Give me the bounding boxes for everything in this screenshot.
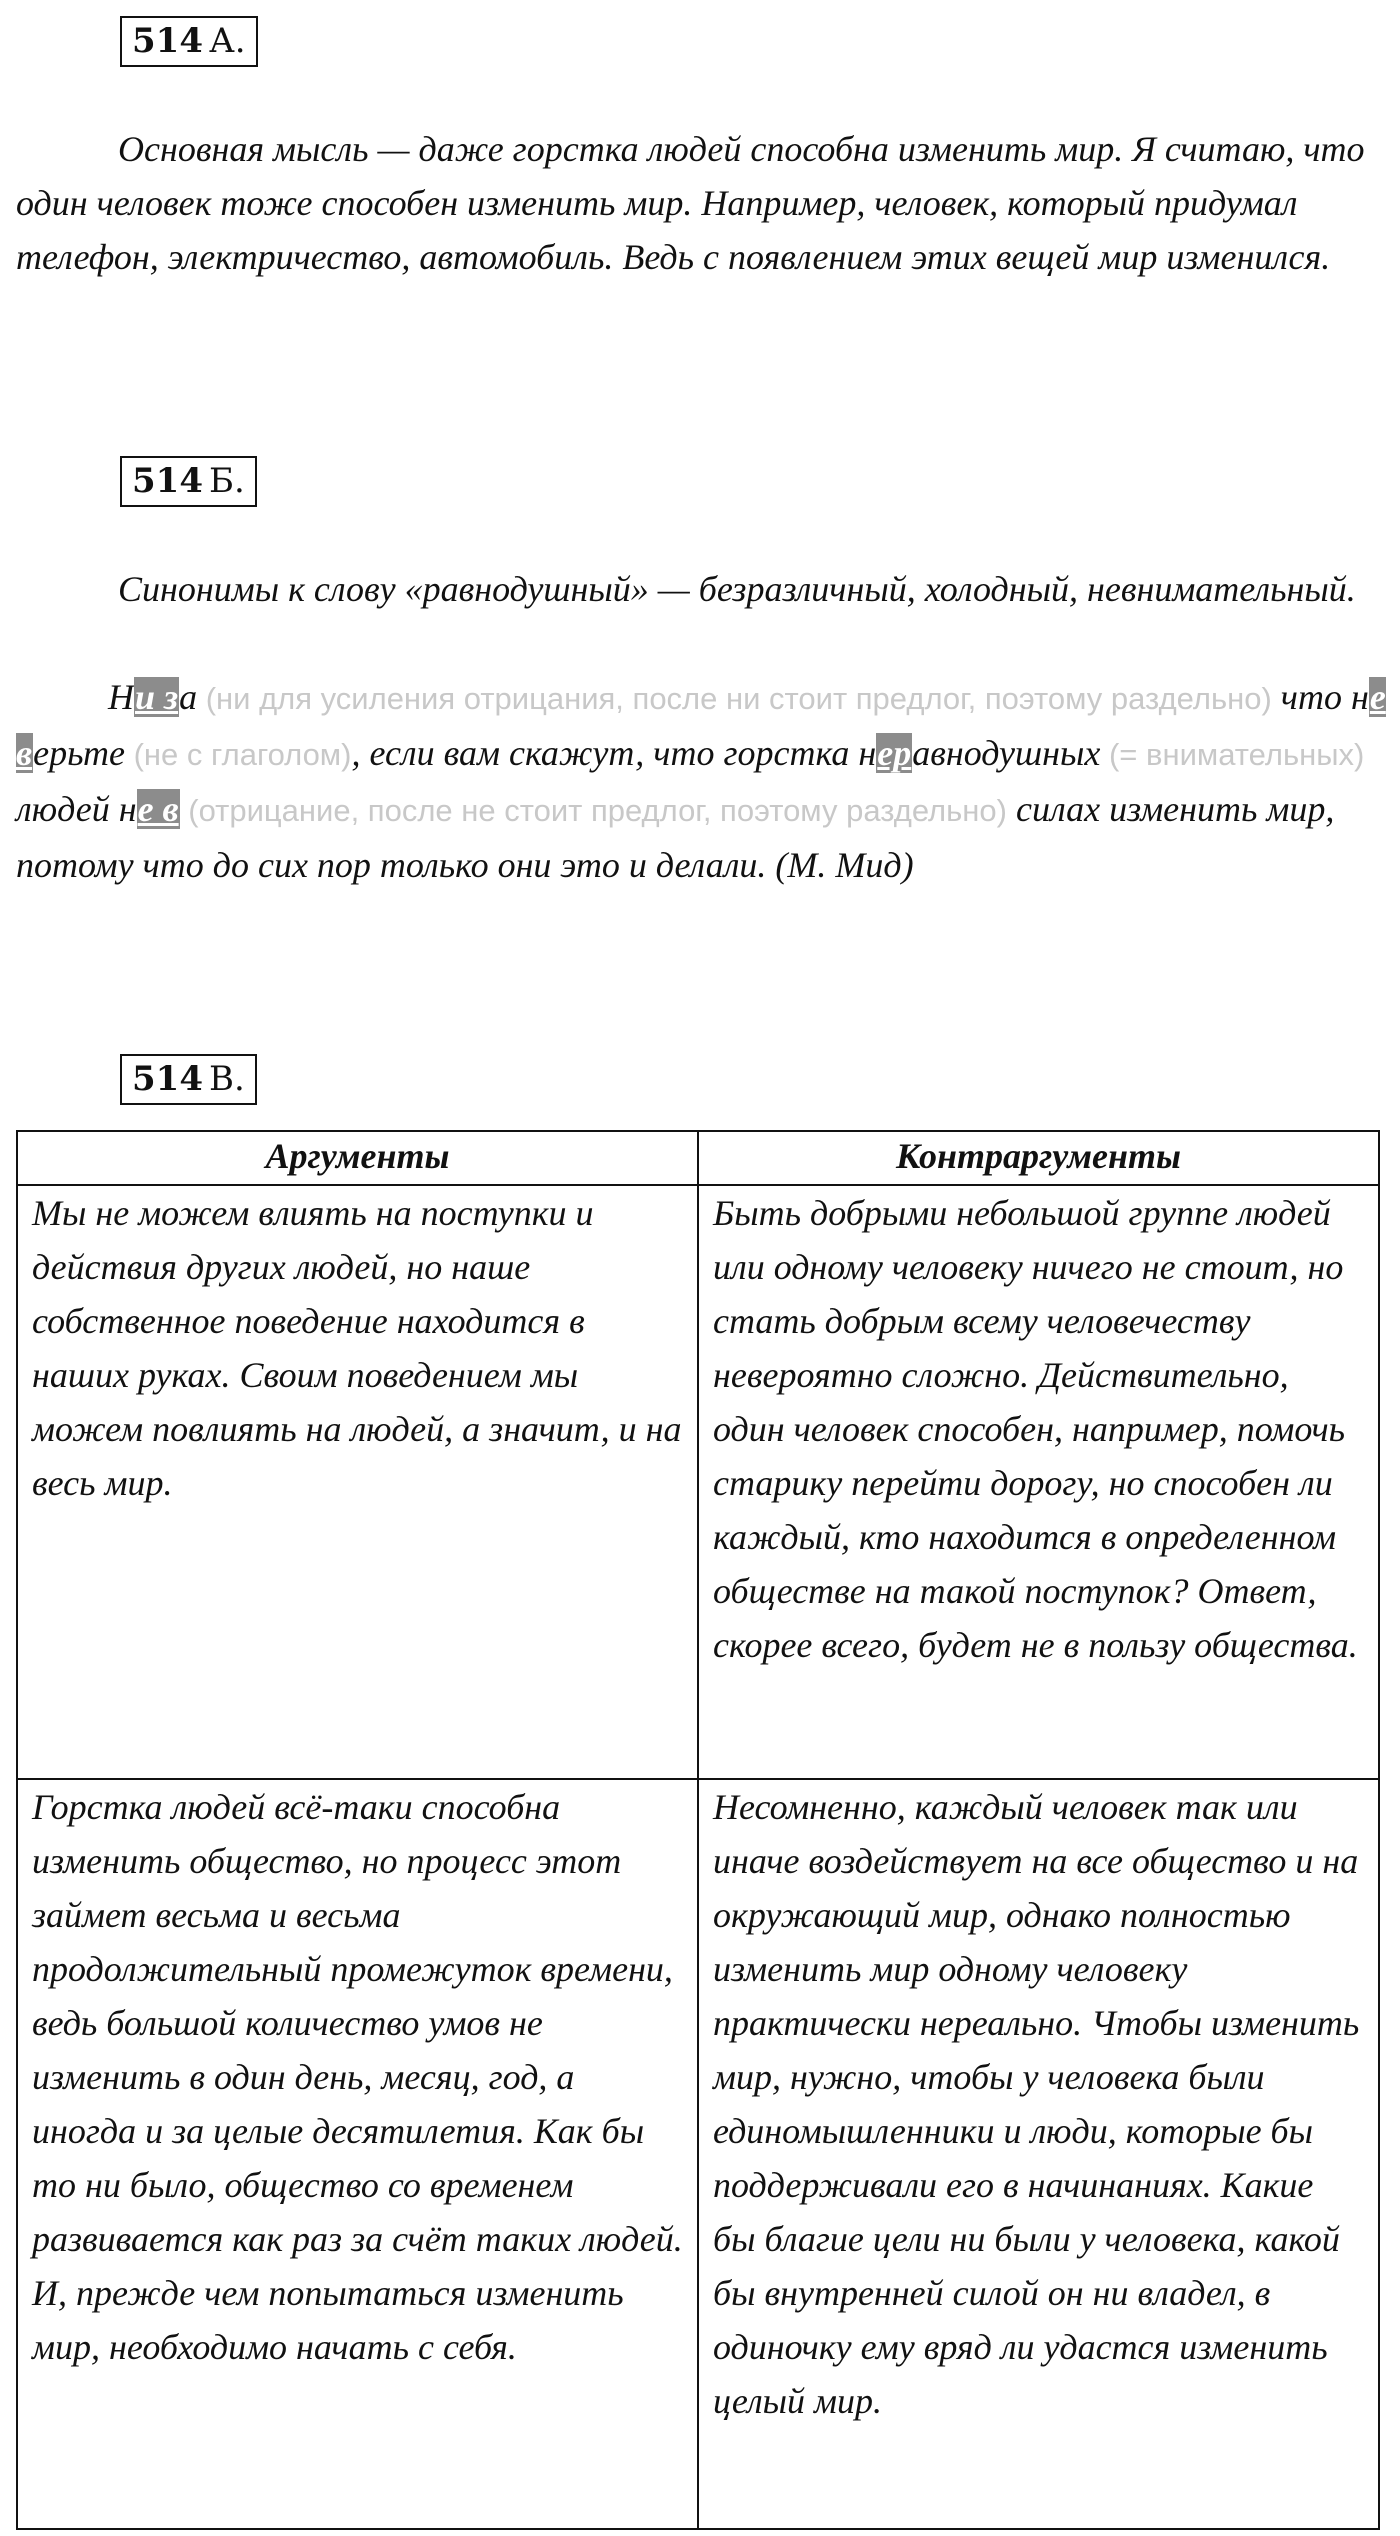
task-number: 514: [132, 21, 203, 61]
table-row: [17, 1185, 1379, 1779]
column-header-arguments: Аргументы: [17, 1131, 698, 1185]
quote-text: ерьте: [33, 733, 125, 773]
task-number: 514: [132, 1059, 203, 1099]
task-label-514a: [120, 16, 258, 67]
table-header-row: [17, 1131, 1379, 1185]
spelling-note: (= внимательных): [1100, 737, 1365, 772]
spelling-note: (ни для усиления отрицания, после ни стоит предлог, поэтому раздельно): [197, 681, 1272, 716]
quote-text: авнодушных: [912, 733, 1101, 773]
quote-text: силах изменить мир, потому что до сих пор только они это и делали. (М. Мид): [16, 789, 1335, 885]
argument-cell: Горстка людей всё-таки способна изменить общество, но процесс этот займет весьма и весьма продолжительный промежуток времени, ведь большой количество умов не изменить в один день, месяц, год, а иногда и за целые десятилетия. Как бы то ни было, общество со временем развивается как раз за счёт таких людей. И, прежде чем попытаться изменить мир, необходимо начать с себя.: [17, 1779, 698, 2529]
counterargument-cell: Быть добрыми небольшой группе людей или одному человеку ничего не стоит, но стать добрым всему человечеству невероятно сложно. Действительно, один человек способен, например, помочь старику перейти дорогу, но способен ли каждый, кто находится в определенном обществе на такой поступок? Ответ, скорее всего, будет не в пользу общества.: [698, 1185, 1379, 1779]
quote-text: а: [179, 677, 198, 717]
quote-text: что н: [1271, 677, 1369, 717]
task-label-514c: [120, 1054, 257, 1105]
column-header-counterarguments: Контраргументы: [698, 1131, 1379, 1185]
highlight-spelling: ер: [877, 733, 912, 773]
table-row: [17, 1779, 1379, 2529]
task-number: 514: [132, 461, 203, 501]
spelling-note: (не с глаголом): [124, 737, 352, 772]
argument-cell: Мы не можем влиять на поступки и действия других людей, но наше собственное поведение находится в наших руках. Своим поведением мы можем повлиять на людей, а значит, и на весь мир.: [17, 1185, 698, 1779]
spelling-note: (отрицание, после не стоит предлог, поэтому раздельно): [179, 793, 1007, 828]
quote-text: людей н: [16, 789, 137, 829]
section-a-text: Основная мысль — даже горстка людей способна изменить мир. Я считаю, что один человек тоже способен изменить мир. Например, человек, который придумал телефон, электричество, автомобиль. Ведь с появлением этих вещей мир изменился.: [16, 129, 1365, 277]
quote-text: , если вам скажут, что горстка н: [351, 733, 877, 773]
highlight-spelling: е в: [16, 677, 1386, 773]
task-letter: В.: [208, 1059, 245, 1099]
quote-text: Н: [108, 677, 134, 717]
section-b-synonyms: Синонимы к слову «равнодушный» — безразличный, холодный, невнимательный.: [118, 569, 1356, 609]
task-letter: Б.: [208, 461, 245, 501]
section-b-quote: [16, 670, 1386, 892]
highlight-spelling: и з: [135, 677, 179, 717]
task-label-514b: [120, 456, 257, 507]
counterargument-cell: Несомненно, каждый человек так или иначе воздействует на все общество и на окружающий мир, однако полностью изменить мир одному человеку практически нереально. Чтобы изменить мир, нужно, чтобы у человека были единомышленники и люди, которые бы поддерживали его в начинаниях. Какие бы благие цели ни были у человека, какой бы внутренней силой он ни владел, в одиночку ему вряд ли удастся изменить целый мир.: [698, 1779, 1379, 2529]
task-letter: А.: [208, 21, 246, 61]
arguments-table: [16, 1130, 1380, 2530]
highlight-spelling: е в: [137, 789, 179, 829]
